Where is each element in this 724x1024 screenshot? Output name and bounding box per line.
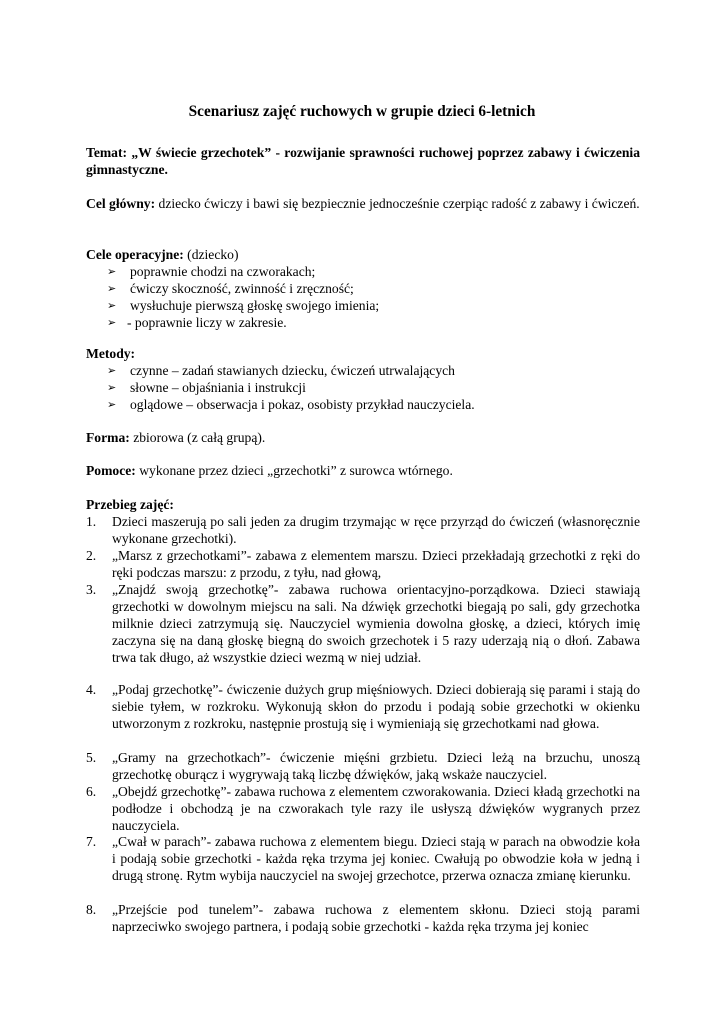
temat-label: Temat: — [86, 145, 128, 160]
item-number: 7. — [86, 834, 97, 849]
document-title: Scenariusz zajęć ruchowych w grupie dzieci 6-letnich — [188, 103, 536, 120]
pomoce-section — [86, 463, 640, 480]
list-item-text: słowne – objaśniania i instrukcji — [130, 380, 306, 395]
item-number: 3. — [86, 582, 97, 597]
item-text: Dzieci maszerują po sali jeden za drugim trzymając w ręce przyrząd do ćwiczeń (własnoręcznie wykonane grzechotki). — [112, 514, 640, 546]
pomoce-label: Pomoce: — [86, 463, 136, 478]
pomoce-text: wykonane przez dzieci „grzechotki” z surowca wtórnego. — [139, 463, 453, 478]
arrow-bullet-icon: ➢ — [107, 266, 117, 278]
list-item-text: poprawnie chodzi na czworakach; — [130, 264, 316, 279]
item-number: 4. — [86, 682, 97, 697]
cel-glowny-text: dziecko ćwiczy i bawi się bezpiecznie jednocześnie czerpiąc radość z zabawy i ćwiczeń. — [158, 196, 640, 211]
item-text: „Podaj grzechotkę”- ćwiczenie dużych grup mięśniowych. Dzieci dobierają się parami i stają do siebie tyłem, w rozkroku. Wykonują skłon do przodu i podają sobie grzechotki w okienku utworzonym z rozkroku, następnie prostują się i wymieniają się grzechotkami nad głowa. — [112, 682, 640, 731]
list-item-text: czynne – zadań stawianych dziecku, ćwiczeń utrwalających — [130, 363, 455, 378]
cele-operacyjne-note: (dziecko) — [187, 247, 239, 262]
arrow-bullet-icon: ➢ — [107, 382, 117, 394]
cel-glowny-section — [86, 196, 640, 213]
forma-section — [86, 430, 640, 447]
item-number: 8. — [86, 902, 97, 917]
temat-section — [86, 145, 640, 179]
forma-text: zbiorowa (z całą grupą). — [133, 430, 266, 445]
temat-text: „W świecie grzechotek” - rozwijanie sprawności ruchowej poprzez zabawy i ćwiczenia gimnastyczne. — [86, 145, 640, 177]
item-number: 1. — [86, 514, 97, 529]
list-item-text: ćwiczy skoczność, zwinność i zręczność; — [130, 281, 354, 296]
arrow-bullet-icon: ➢ — [107, 399, 117, 411]
cele-operacyjne-heading — [86, 247, 640, 264]
item-number: 6. — [86, 784, 97, 799]
item-text: „Cwał w parach”- zabawa ruchowa z elementem biegu. Dzieci stają w parach na obwodzie koła i podają sobie grzechotki - każda ręka trzyma jej koniec. Cwałują po obwodzie koła w jedną i drugą stronę. Rytm wybija nauczyciel na swojej grzechotce, przerwa oznacza zmianę kierunku. — [112, 834, 640, 883]
list-item-text: oglądowe – obserwacja i pokaz, osobisty przykład nauczyciela. — [130, 397, 475, 412]
arrow-bullet-icon: ➢ — [107, 365, 117, 377]
item-number: 5. — [86, 750, 97, 765]
item-text: „Marsz z grzechotkami”- zabawa z elementem marszu. Dzieci przekładają grzechotki z ręki do ręki podczas marszu: z przodu, z tyłu, nad głową, — [112, 548, 640, 580]
cel-glowny-label: Cel główny: — [86, 196, 156, 211]
item-text: „Przejście pod tunelem”- zabawa ruchowa z elementem skłonu. Dzieci stoją parami naprzeciwko swojego partnera, i podają sobie grzechotki - każda ręka trzyma jej koniec — [112, 902, 640, 934]
item-number: 2. — [86, 548, 97, 563]
item-text: „Znajdź swoją grzechotkę”- zabawa ruchowa orientacyjno-porządkowa. Dzieci stawiają grzechotki w dowolnym miejscu na sali. Na dźwięk grzechotki biegają po sali, gdy grzechotka milknie dzieci zatrzymują się. Nauczyciel wymienia dowolna głoskę, a dzieci, których imię zaczyna się na daną głoskę biegną do swoich grzechotek i 5 razy uderzają nią o dłoń. Zabawa trwa tak długo, aż wszystkie dzieci wezmą w niej udział. — [112, 582, 640, 665]
forma-label: Forma: — [86, 430, 130, 445]
przebieg-label: Przebieg zajęć: — [86, 497, 174, 512]
arrow-bullet-icon: ➢ — [107, 317, 117, 329]
item-text: „Gramy na grzechotkach”- ćwiczenie mięśni grzbietu. Dzieci leżą na brzuchu, unoszą grzechotkę oburącz i wygrywają taką liczbę dźwięków, jaką wskaże nauczyciel. — [112, 750, 640, 782]
arrow-bullet-icon: ➢ — [107, 283, 117, 295]
list-item-text: wysłuchuje pierwszą głoskę swojego imienia; — [130, 298, 380, 313]
list-item-text: - poprawnie liczy w zakresie. — [127, 315, 287, 330]
cele-operacyjne-label: Cele operacyjne: — [86, 247, 184, 262]
item-text: „Obejdź grzechotkę”- zabawa ruchowa z elementem czworakowania. Dzieci kładą grzechotki na podłodze i obchodzą je na czworakach tyle razy ile usłyszą dźwięków wygranych przez nauczyciela. — [112, 784, 640, 833]
metody-label: Metody: — [86, 346, 136, 361]
arrow-bullet-icon: ➢ — [107, 300, 117, 312]
